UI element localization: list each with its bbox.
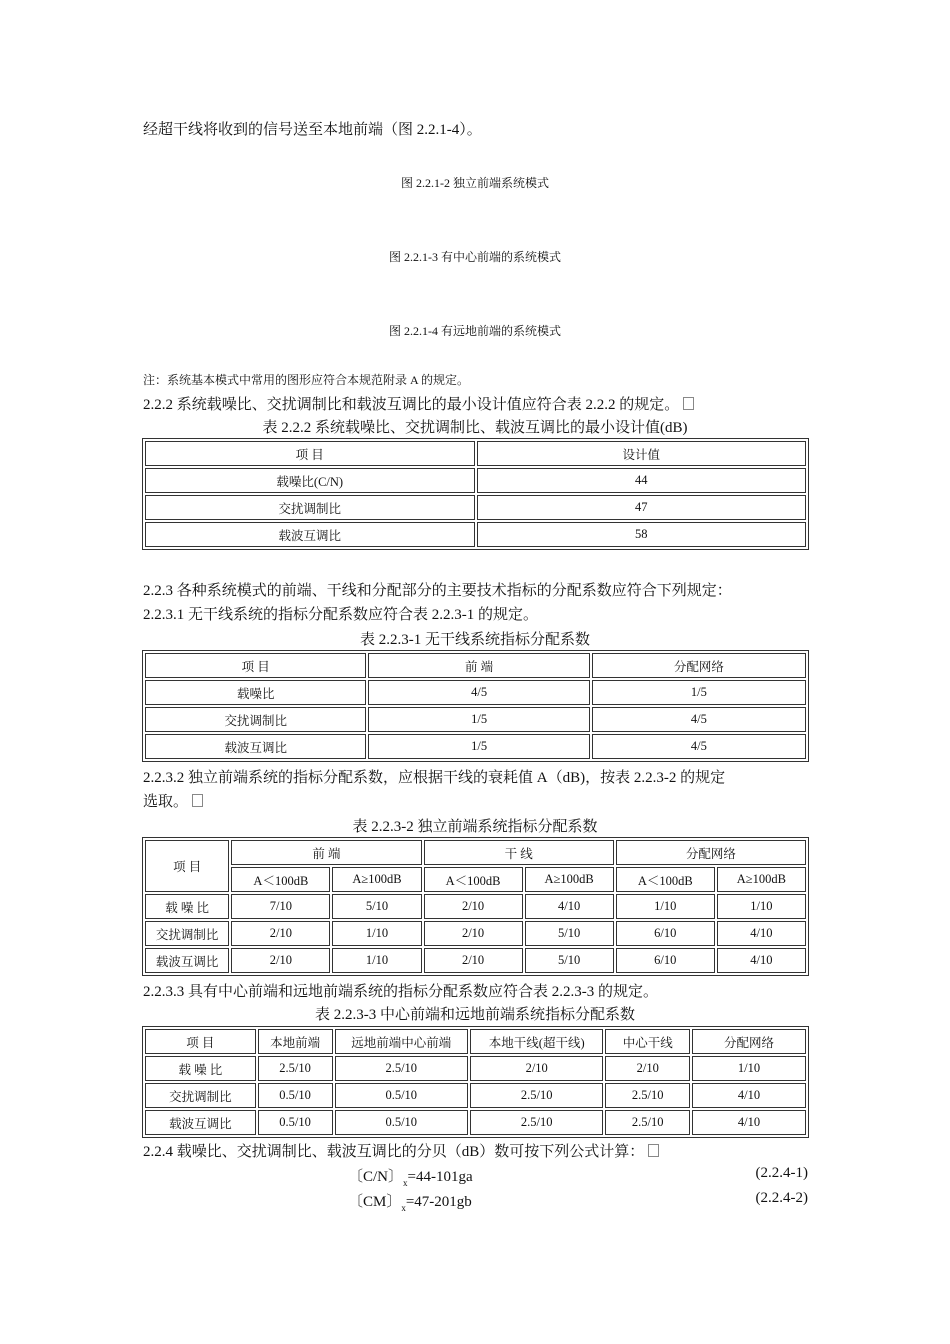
header-cell: A≥100dB (525, 867, 614, 892)
table-2-2-3-1-caption: 表 2.2.3-1 无干线系统指标分配系数 (360, 632, 590, 648)
table-cell: 交扰调制比 (145, 495, 475, 520)
table-cell: 5/10 (332, 894, 421, 919)
table-cell: 2/10 (424, 894, 523, 919)
formula-subscript: x (401, 1203, 406, 1213)
table-cell: 1/5 (592, 680, 806, 705)
table-cell: 1/10 (332, 948, 421, 973)
table-cell: 1/10 (692, 1056, 806, 1081)
table-cell: 2/10 (605, 1056, 690, 1081)
table-cell: 4/5 (368, 680, 589, 705)
placeholder-box-icon (683, 397, 694, 410)
section-2-2-2 (143, 393, 694, 414)
header-group-cell: 干 线 (424, 840, 614, 865)
formula-2 (348, 1190, 472, 1211)
header-cell: 项 目 (145, 1029, 256, 1054)
table-cell: 2.5/10 (605, 1083, 690, 1108)
table-cell: 47 (477, 495, 807, 520)
figure-caption-2-2-1-3: 图 2.2.1-3 有中心前端的系统模式 (389, 250, 561, 264)
table-cell: 58 (477, 522, 807, 547)
table-row (145, 894, 806, 919)
section-2-2-2-text: 2.2.2 系统载噪比、交扰调制比和载波互调比的最小设计值应符合表 2.2.2 的规定。 (143, 397, 680, 413)
header-cell: A＜100dB (616, 867, 715, 892)
table-row (145, 468, 806, 493)
intro-paragraph: 经超干线将收到的信号送至本地前端（图 2.2.1-4）。 (143, 122, 482, 138)
header-group-cell: 前 端 (231, 840, 421, 865)
header-cell: 设计值 (477, 441, 807, 466)
table-cell: 1/5 (368, 734, 589, 759)
table-cell: 载噪比(C/N) (145, 468, 475, 493)
table-row (145, 1083, 806, 1108)
header-cell: 项 目 (145, 840, 229, 892)
table-cell: 44 (477, 468, 807, 493)
table-cell: 2/10 (470, 1056, 603, 1081)
table-cell: 4/10 (525, 894, 614, 919)
table-cell: 载波互调比 (145, 522, 475, 547)
table-cell: 4/10 (692, 1083, 806, 1108)
table-row (145, 921, 806, 946)
table-cell: 交扰调制比 (145, 921, 229, 946)
header-group-cell: 分配网络 (616, 840, 806, 865)
table-cell: 2/10 (231, 948, 330, 973)
table-row (145, 948, 806, 973)
table-cell: 2.5/10 (258, 1056, 333, 1081)
section-2-2-3-2: 2.2.3.2 独立前端系统的指标分配系数，应根据干线的衰耗值 A（dB)，按表 2.2.3-2 的规定 (143, 770, 726, 786)
table-cell: 2.5/10 (335, 1056, 468, 1081)
table-header-row (145, 1029, 806, 1054)
table-header-row (145, 441, 806, 466)
placeholder-box-icon (648, 1144, 659, 1157)
header-cell: 中心干线 (605, 1029, 690, 1054)
table-2-2-3-3-caption: 表 2.2.3-3 中心前端和远地前端系统指标分配系数 (315, 1007, 635, 1023)
table-cell: 载波互调比 (145, 948, 229, 973)
header-cell: A≥100dB (717, 867, 806, 892)
table-cell: 载波互调比 (145, 1110, 256, 1135)
table-cell: 2.5/10 (470, 1110, 603, 1135)
placeholder-box-icon (192, 794, 203, 807)
table-2-2-3-1 (142, 650, 809, 762)
table-row (145, 495, 806, 520)
table-header-row (145, 840, 806, 865)
header-cell: A＜100dB (231, 867, 330, 892)
table-cell: 4/10 (717, 921, 806, 946)
table-cell: 1/10 (717, 894, 806, 919)
table-cell: 5/10 (525, 948, 614, 973)
header-cell: 前 端 (368, 653, 589, 678)
table-cell: 4/5 (592, 734, 806, 759)
table-2-2-3-2 (142, 837, 809, 976)
table-row (145, 680, 806, 705)
note: 注：系统基本模式中常用的图形应符合本规范附录 A 的规定。 (143, 373, 470, 387)
table-2-2-2-caption: 表 2.2.2 系统载噪比、交扰调制比、载波互调比的最小设计值(dB) (262, 420, 688, 436)
table-cell: 6/10 (616, 948, 715, 973)
formula-rhs: =47-201gb (405, 1194, 472, 1210)
table-row (145, 1110, 806, 1135)
header-cell: 项 目 (145, 441, 475, 466)
table-cell: 0.5/10 (258, 1110, 333, 1135)
header-cell: 本地前端 (258, 1029, 333, 1054)
section-2-2-3-2-text: 选取。 (143, 794, 189, 810)
table-cell: 交扰调制比 (145, 1083, 256, 1108)
table-cell: 2.5/10 (470, 1083, 603, 1108)
table-cell: 1/10 (332, 921, 421, 946)
section-2-2-3: 2.2.3 各种系统模式的前端、干线和分配部分的主要技术指标的分配系数应符合下列规定： (143, 583, 732, 599)
table-2-2-3-3 (142, 1026, 809, 1138)
table-cell: 0.5/10 (335, 1083, 468, 1108)
table-cell: 4/5 (592, 707, 806, 732)
table-row (145, 707, 806, 732)
formula-1 (348, 1165, 473, 1186)
table-cell: 2/10 (231, 921, 330, 946)
formula-lhs: 〔C/N〕 (348, 1169, 404, 1185)
table-cell: 6/10 (616, 921, 715, 946)
section-2-2-3-3: 2.2.3.3 具有中心前端和远地前端系统的指标分配系数应符合表 2.2.3-3 的规定。 (143, 984, 658, 1000)
table-subheader-row (145, 867, 806, 892)
table-cell: 载波互调比 (145, 734, 366, 759)
formula-1-number: (2.2.4-1) (755, 1165, 808, 1181)
table-cell: 1/5 (368, 707, 589, 732)
formula-subscript: x (403, 1178, 408, 1188)
header-cell: 项 目 (145, 653, 366, 678)
table-row (145, 522, 806, 547)
section-2-2-3-2-continued (143, 790, 203, 811)
table-cell: 载 噪 比 (145, 1056, 256, 1081)
table-cell: 4/10 (692, 1110, 806, 1135)
header-cell: 分配网络 (692, 1029, 806, 1054)
formula-lhs: 〔CM〕 (348, 1194, 402, 1210)
section-2-2-4-text: 2.2.4 载噪比、交扰调制比、载波互调比的分贝（dB）数可按下列公式计算： (143, 1144, 645, 1160)
header-cell: 本地干线(超干线) (470, 1029, 603, 1054)
table-cell: 0.5/10 (258, 1083, 333, 1108)
table-cell: 载噪比 (145, 680, 366, 705)
table-cell: 5/10 (525, 921, 614, 946)
formula-2-number: (2.2.4-2) (755, 1190, 808, 1206)
table-cell: 2/10 (424, 948, 523, 973)
table-header-row (145, 653, 806, 678)
header-cell: 远地前端中心前端 (335, 1029, 468, 1054)
figure-caption-2-2-1-4: 图 2.2.1-4 有远地前端的系统模式 (389, 324, 561, 338)
section-2-2-4 (143, 1140, 659, 1161)
table-cell: 7/10 (231, 894, 330, 919)
table-row (145, 1056, 806, 1081)
table-cell: 载 噪 比 (145, 894, 229, 919)
formula-rhs: =44-101ga (407, 1169, 473, 1185)
header-cell: A＜100dB (424, 867, 523, 892)
table-cell: 4/10 (717, 948, 806, 973)
table-cell: 2.5/10 (605, 1110, 690, 1135)
figure-caption-2-2-1-2: 图 2.2.1-2 独立前端系统模式 (401, 176, 549, 190)
table-cell: 2/10 (424, 921, 523, 946)
table-2-2-2 (142, 438, 809, 550)
table-row (145, 734, 806, 759)
table-2-2-3-2-caption: 表 2.2.3-2 独立前端系统指标分配系数 (352, 819, 598, 835)
section-2-2-3-1: 2.2.3.1 无干线系统的指标分配系数应符合表 2.2.3-1 的规定。 (143, 607, 538, 623)
header-cell: 分配网络 (592, 653, 806, 678)
table-cell: 0.5/10 (335, 1110, 468, 1135)
table-cell: 交扰调制比 (145, 707, 366, 732)
table-cell: 1/10 (616, 894, 715, 919)
header-cell: A≥100dB (332, 867, 421, 892)
